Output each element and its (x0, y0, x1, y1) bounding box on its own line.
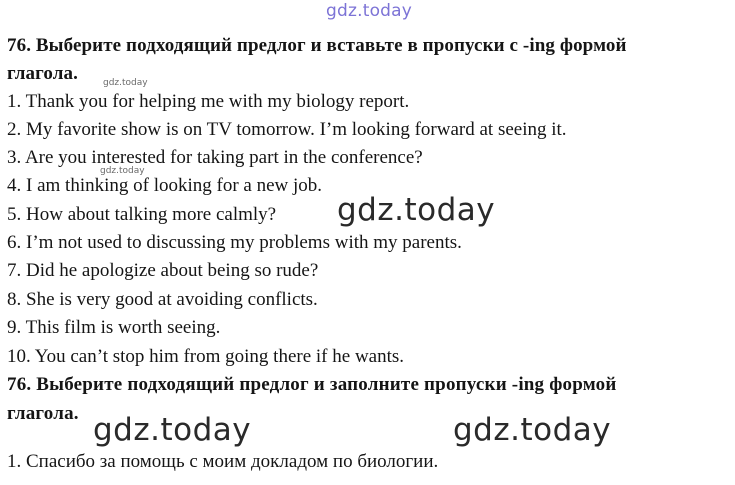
exercise-a-title-line2: глагола. (7, 63, 78, 84)
watermark-large-1: gdz.today (337, 192, 496, 228)
exercise-a-item-3: 3. Are you interested for taking part in the conference? (7, 147, 423, 168)
watermark-large-2: gdz.today (93, 412, 252, 448)
exercise-a-item-7: 7. Did he apologize about being so rude? (7, 260, 319, 281)
exercise-a-title-line1: 76. Выберите подходящий предлог и вставьте в пропуски с -ing формой (7, 35, 627, 56)
watermark-small-2: gdz.today (100, 166, 145, 176)
exercise-a-item-8: 8. She is very good at avoiding conflicts. (7, 289, 318, 310)
watermark-large-3: gdz.today (453, 412, 612, 448)
watermark-small-1: gdz.today (103, 78, 148, 88)
exercise-a-item-4: 4. I am thinking of looking for a new job. (7, 175, 323, 196)
exercise-b-title-line1: 76. Выберите подходящий предлог и заполните пропуски -ing формой (7, 374, 617, 395)
exercise-b-title-line2: глагола. (7, 403, 79, 424)
exercise-a-item-2: 2. My favorite show is on TV tomorrow. I’m looking forward at seeing it. (7, 119, 567, 140)
exercise-a-item-1: 1. Thank you for helping me with my biology report. (7, 91, 410, 112)
exercise-b-item-1: 1. Спасибо за помощь с моим докладом по биологии. (7, 451, 439, 472)
exercise-a-item-5: 5. How about talking more calmly? (7, 204, 277, 225)
exercise-a-item-6: 6. I’m not used to discussing my problems with my parents. (7, 232, 462, 253)
exercise-a-item-10: 10. You can’t stop him from going there if he wants. (7, 346, 405, 367)
watermark-top: gdz.today (326, 1, 413, 21)
exercise-a-item-9: 9. This film is worth seeing. (7, 317, 221, 338)
